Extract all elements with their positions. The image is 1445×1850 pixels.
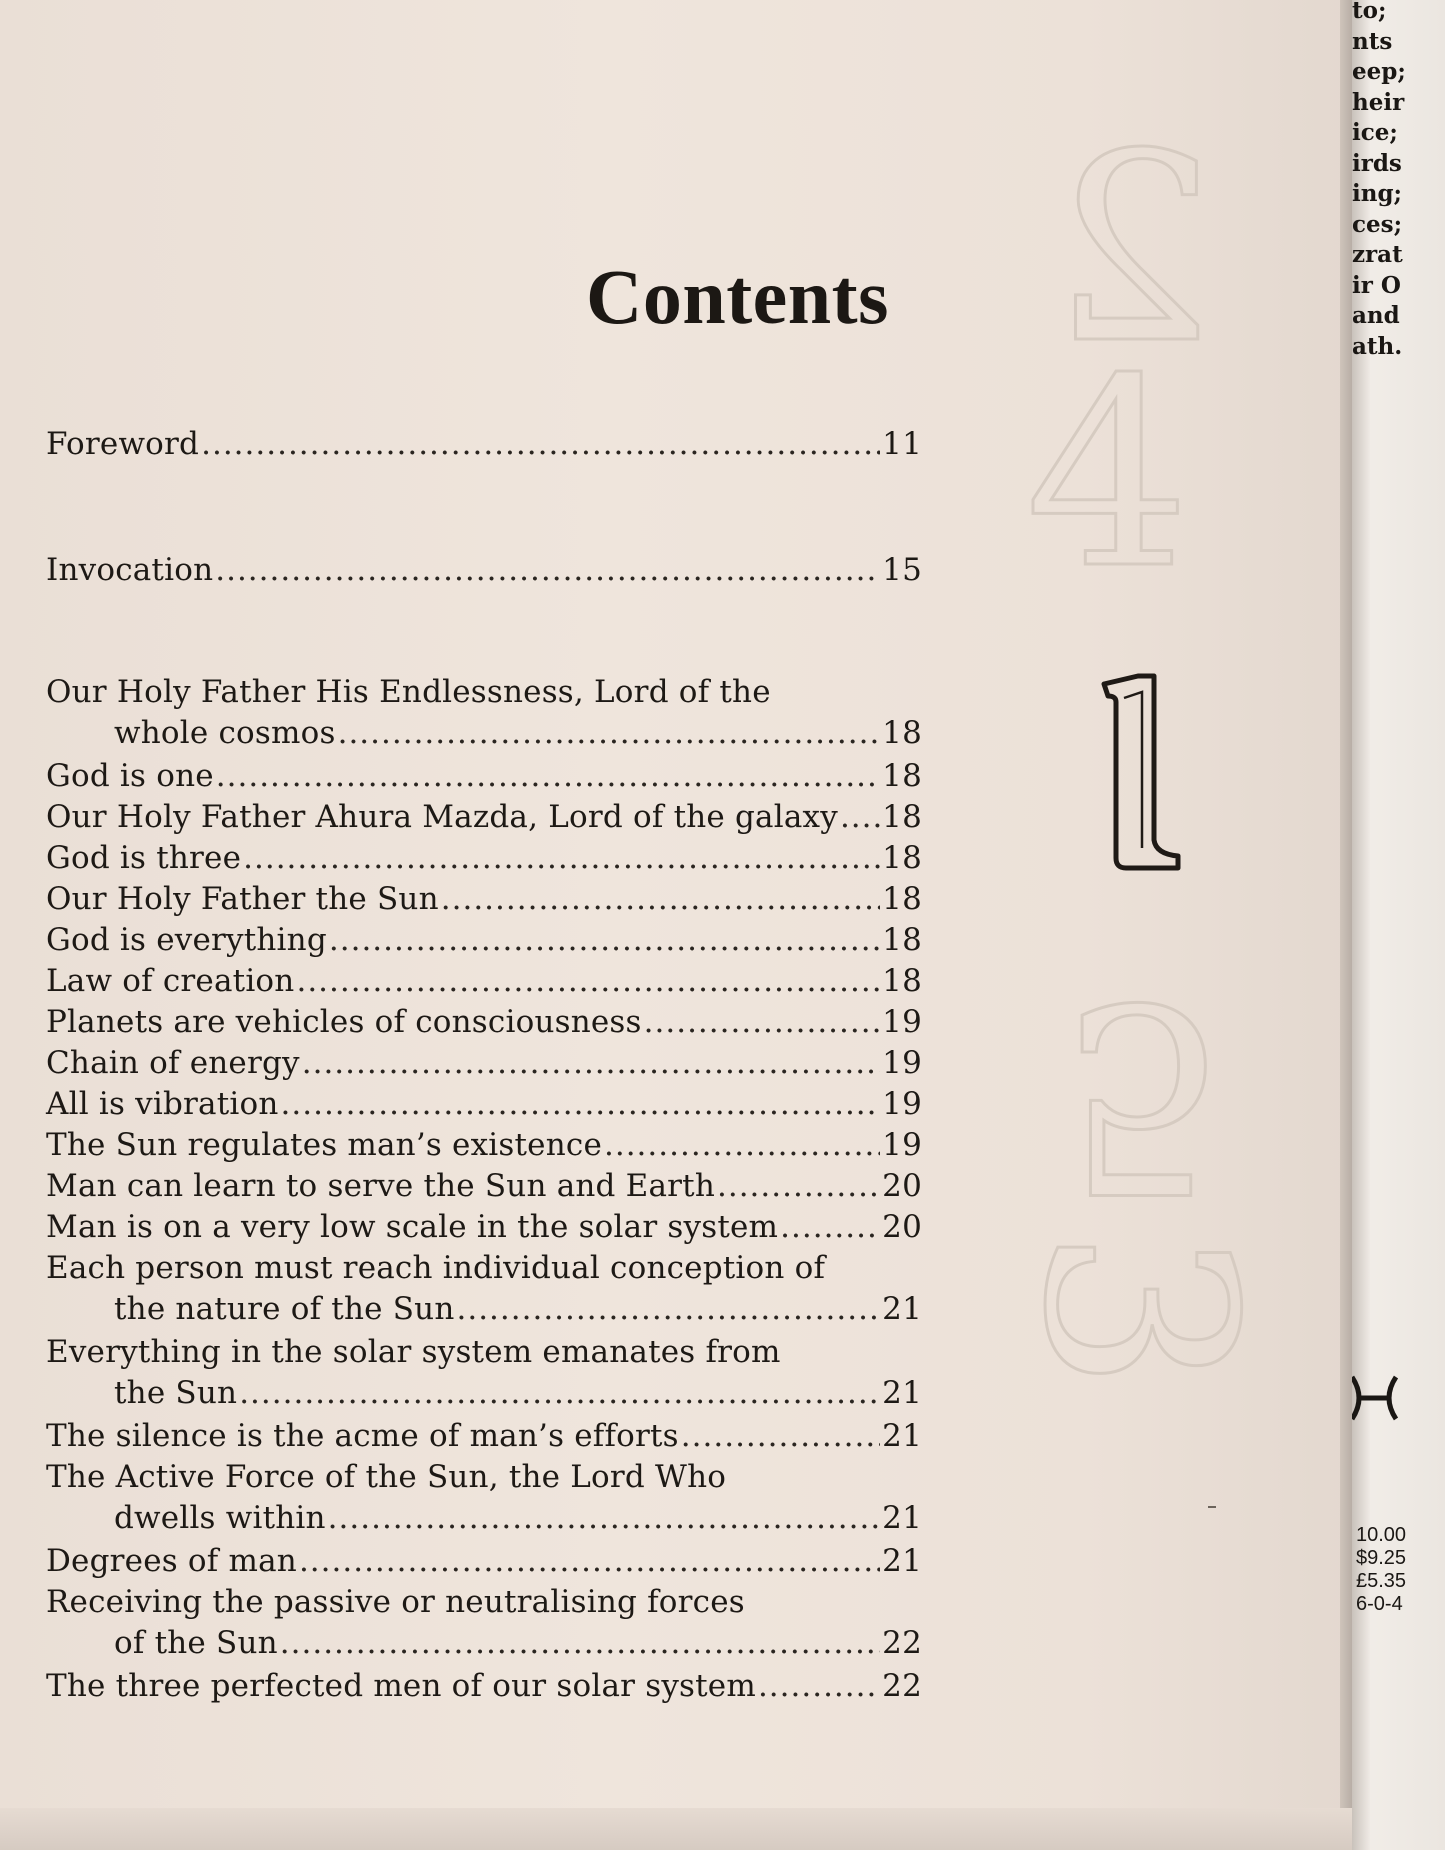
adjacent-text-fragment: nts bbox=[1352, 27, 1393, 55]
faint-numeral-2: 2 bbox=[1050, 99, 1216, 401]
price-list bbox=[1356, 1524, 1406, 1616]
toc-entry[interactable] bbox=[46, 1084, 922, 1125]
toc-entry[interactable] bbox=[46, 424, 922, 465]
toc-page-number: 18 bbox=[882, 715, 922, 751]
page-bottom-edge bbox=[0, 1808, 1352, 1850]
toc-entry[interactable] bbox=[46, 1666, 922, 1707]
dot-leader bbox=[328, 1498, 880, 1539]
dot-leader bbox=[302, 1043, 880, 1084]
adjacent-text-fragment: and bbox=[1352, 302, 1400, 329]
dot-leader bbox=[299, 1541, 880, 1582]
dot-leader bbox=[758, 1666, 880, 1707]
dot-leader bbox=[681, 1416, 880, 1457]
toc-entry-title: Our Holy Father His Endlessness, Lord of the bbox=[46, 674, 771, 710]
toc-entry-title: Invocation bbox=[46, 552, 214, 588]
toc-entry[interactable] bbox=[46, 1416, 922, 1457]
toc-entry-title: Receiving the passive or neutralising forces bbox=[46, 1584, 745, 1620]
adjacent-text-fragment: ing; bbox=[1352, 180, 1403, 207]
adjacent-text-fragment: eep; bbox=[1352, 58, 1406, 85]
adjacent-text-fragment: ces; bbox=[1352, 210, 1403, 238]
page-title: Contents bbox=[586, 253, 890, 340]
faint-numeral-4: 4 bbox=[1025, 324, 1191, 626]
toc-page-number: 22 bbox=[882, 1625, 922, 1661]
toc-page-number: 21 bbox=[882, 1543, 922, 1579]
toc-page-number: 19 bbox=[882, 1086, 922, 1122]
toc-entry-title: Law of creation bbox=[46, 963, 295, 999]
dot-leader bbox=[604, 1125, 880, 1166]
price-line: 6-0-4 bbox=[1356, 1593, 1403, 1615]
toc-entry[interactable] bbox=[46, 1207, 922, 1248]
toc-entry-title: The silence is the acme of man’s efforts bbox=[46, 1418, 679, 1454]
adjacent-text-fragment: ath. bbox=[1352, 332, 1403, 360]
toc-entry-title: Everything in the solar system emanates from bbox=[46, 1334, 781, 1370]
dot-leader bbox=[215, 550, 880, 591]
toc-entry-title: God is three bbox=[46, 840, 242, 876]
price-line: £5.35 bbox=[1356, 1570, 1407, 1592]
toc-page-number: 19 bbox=[882, 1045, 922, 1081]
toc-entry[interactable] bbox=[46, 838, 922, 879]
faint-numeral-5: 5 bbox=[1060, 944, 1226, 1246]
toc-entry[interactable] bbox=[46, 879, 922, 920]
toc-entry[interactable] bbox=[46, 672, 922, 754]
toc-page-number: 19 bbox=[882, 1004, 922, 1040]
adjacent-text-fragment: ir O bbox=[1352, 271, 1401, 299]
dot-leader bbox=[239, 1373, 880, 1414]
toc-entry-title: Each person must reach individual conception of bbox=[46, 1250, 826, 1286]
dot-leader bbox=[457, 1289, 881, 1330]
dot-leader bbox=[441, 879, 880, 920]
adjacent-page bbox=[1352, 0, 1445, 1850]
toc-entry[interactable] bbox=[46, 1457, 922, 1539]
toc-entry[interactable] bbox=[46, 1541, 922, 1582]
toc-entry[interactable] bbox=[46, 756, 922, 797]
dot-leader bbox=[243, 838, 880, 879]
toc-entry-title: The three perfected men of our solar system bbox=[46, 1668, 756, 1704]
toc-page-number: 21 bbox=[882, 1291, 922, 1327]
adjacent-text-fragment: to; bbox=[1352, 0, 1387, 24]
toc-entry-title: the Sun bbox=[114, 1375, 238, 1411]
pisces-symbol-icon bbox=[1352, 1373, 1402, 1423]
toc-page-number: 21 bbox=[882, 1418, 922, 1454]
toc-page-number: 22 bbox=[882, 1668, 922, 1704]
chapter-numeral-one bbox=[1098, 672, 1188, 872]
toc-entry-title: Chain of energy bbox=[46, 1045, 300, 1081]
toc-entry-title: Our Holy Father Ahura Mazda, Lord of the galaxy bbox=[46, 799, 838, 835]
toc-entry[interactable] bbox=[46, 1248, 922, 1330]
faint-numeral-3: 3 bbox=[986, 1227, 1289, 1393]
dot-leader bbox=[281, 1084, 881, 1125]
dot-leader bbox=[644, 1002, 880, 1043]
dot-leader bbox=[717, 1166, 880, 1207]
toc-entry[interactable] bbox=[46, 797, 922, 838]
toc-page-number: 19 bbox=[882, 1127, 922, 1163]
toc-entry[interactable] bbox=[46, 1166, 922, 1207]
toc-entry-title: Planets are vehicles of consciousness bbox=[46, 1004, 642, 1040]
toc-entry[interactable] bbox=[46, 1002, 922, 1043]
dot-leader bbox=[329, 920, 880, 961]
adjacent-text-fragment: ice; bbox=[1352, 119, 1398, 146]
toc-page-number: 21 bbox=[882, 1500, 922, 1536]
toc-entry[interactable] bbox=[46, 961, 922, 1002]
toc-entry-title: of the Sun bbox=[114, 1625, 278, 1661]
toc-entry[interactable] bbox=[46, 1582, 922, 1664]
toc-entry-title: Degrees of man bbox=[46, 1543, 297, 1579]
toc-entry[interactable] bbox=[46, 550, 922, 591]
dot-leader bbox=[296, 961, 880, 1002]
toc-page-number: 18 bbox=[882, 881, 922, 917]
pencil-mark bbox=[1208, 1506, 1216, 1508]
toc-page-number: 15 bbox=[882, 552, 922, 588]
toc-entry-title: Man is on a very low scale in the solar system bbox=[46, 1209, 779, 1245]
dot-leader bbox=[216, 756, 880, 797]
toc-page-number: 18 bbox=[882, 799, 922, 835]
price-line: $9.25 bbox=[1356, 1547, 1407, 1569]
toc-entry-title: The Sun regulates man’s existence bbox=[46, 1127, 602, 1163]
dot-leader bbox=[338, 713, 881, 754]
toc-page-number: 18 bbox=[882, 758, 922, 794]
toc-entry[interactable] bbox=[46, 1125, 922, 1166]
toc-entry-title: God is everything bbox=[46, 922, 327, 958]
toc-entry[interactable] bbox=[46, 1043, 922, 1084]
adjacent-text-fragment: heir bbox=[1352, 88, 1405, 116]
show-through-text bbox=[0, 0, 1000, 43]
toc-entry-title: whole cosmos bbox=[114, 715, 336, 751]
toc-page-number: 18 bbox=[882, 922, 922, 958]
dot-leader bbox=[201, 424, 880, 465]
toc-entry-title: Foreword bbox=[46, 426, 200, 462]
toc-entry-title: the nature of the Sun bbox=[114, 1291, 455, 1327]
toc-page-number: 11 bbox=[882, 426, 922, 462]
dot-leader bbox=[780, 1207, 880, 1248]
price-line: 10.00 bbox=[1356, 1524, 1407, 1546]
toc-entry-title: God is one bbox=[46, 758, 214, 794]
adjacent-text-fragment: irds bbox=[1352, 149, 1402, 177]
page-gutter bbox=[1340, 0, 1352, 1850]
toc-page-number: 20 bbox=[882, 1168, 922, 1204]
toc-page-number: 18 bbox=[882, 840, 922, 876]
toc-entry-title: All is vibration bbox=[46, 1086, 279, 1122]
toc-page-number: 21 bbox=[882, 1375, 922, 1411]
toc-entry-title: Our Holy Father the Sun bbox=[46, 881, 439, 917]
toc-entry-title: dwells within bbox=[114, 1500, 326, 1536]
adjacent-text-fragment: zrat bbox=[1352, 241, 1403, 268]
toc-entry-title: The Active Force of the Sun, the Lord Who bbox=[46, 1459, 727, 1495]
toc-page-number: 20 bbox=[882, 1209, 922, 1245]
dot-leader bbox=[840, 797, 880, 838]
toc-entry-title: Man can learn to serve the Sun and Earth bbox=[46, 1168, 715, 1204]
toc-entry[interactable] bbox=[46, 920, 922, 961]
toc-page-number: 18 bbox=[882, 963, 922, 999]
toc-entry[interactable] bbox=[46, 1332, 922, 1414]
dot-leader bbox=[280, 1623, 880, 1664]
